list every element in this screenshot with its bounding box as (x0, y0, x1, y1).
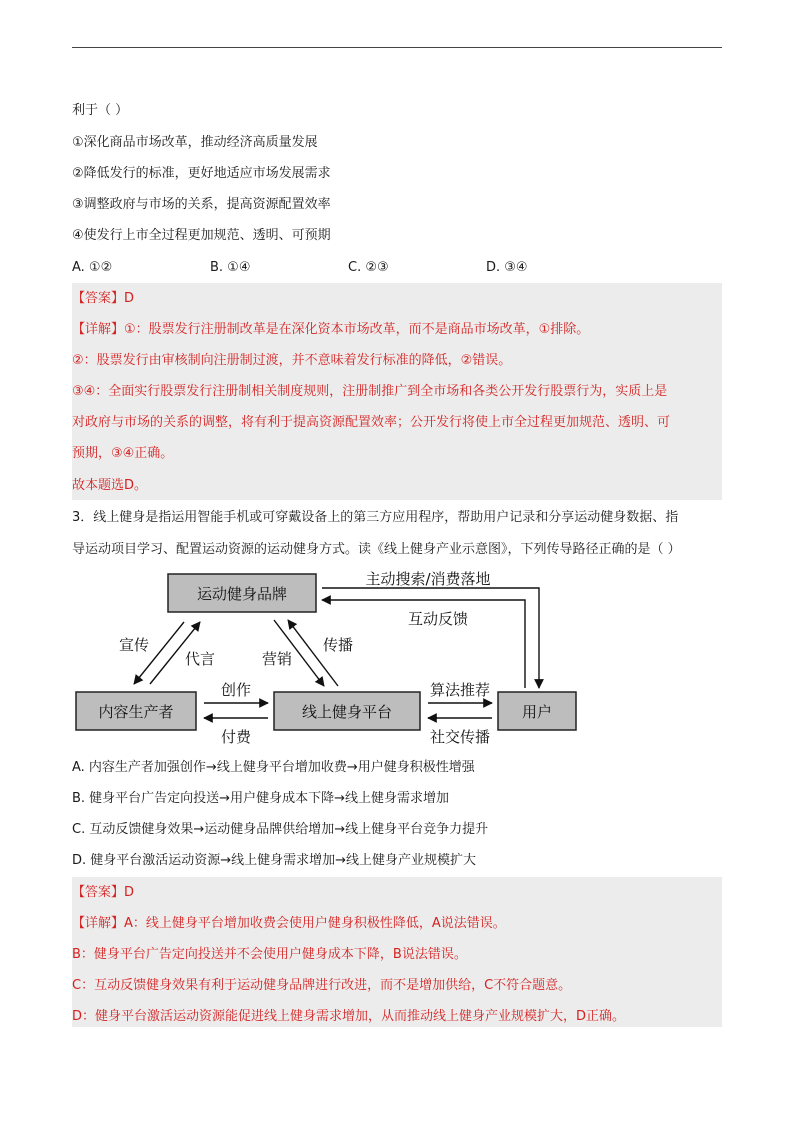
q3-detail-2: B：健身平台广告定向投送并不会使用户健身成本下降，B说法错误。 (72, 947, 467, 962)
search-arrow (322, 588, 539, 688)
q3-stem (72, 502, 722, 566)
platform-label: 线上健身平台 (301, 703, 393, 721)
option-c: C. ②③ (348, 260, 389, 275)
marketing-label: 营销 (261, 650, 293, 668)
detail-line-3: ③④：全面实行股票发行注册制相关制度规则，注册制推广到全市场和各类公开发行股票行为，实质上是 (72, 384, 668, 399)
statement-2: ②降低发行的标准，更好地适应市场发展需求 (72, 166, 331, 181)
endorse-label: 代言 (184, 650, 216, 668)
q3-options (72, 752, 722, 876)
publicity-label: 宣传 (118, 636, 150, 654)
brand-label: 运动健身品牌 (196, 585, 288, 603)
statement-1: ①深化商品市场改革，推动经济高质量发展 (72, 135, 318, 150)
q3-option-b: B. 健身平台广告定向投送→用户健身成本下降→线上健身需求增加 (72, 791, 449, 806)
q3-option-a: A. 内容生产者加强创作→线上健身平台增加收费→用户健身积极性增强 (72, 760, 475, 775)
statement-3: ③调整政府与市场的关系，提高资源配置效率 (72, 197, 331, 212)
detail-line-1: 【详解】①：股票发行注册制改革是在深化资本市场改革，而不是商品市场改革，①排除。 (72, 322, 590, 337)
q3-detail-4: D：健身平台激活运动资源能促进线上健身需求增加，从而推动线上健身产业规模扩大，D正确。 (72, 1009, 626, 1024)
q3-option-d: D. 健身平台激活运动资源→线上健身需求增加→线上健身产业规模扩大 (72, 853, 477, 868)
industry-diagram (72, 560, 592, 750)
option-a: A. ①② (72, 260, 113, 275)
algorithm-label: 算法推荐 (429, 681, 491, 699)
q3-detail-1: 【详解】A：线上健身平台增加收费会使用户健身积极性降低，A说法错误。 (72, 916, 506, 931)
spread-label: 传播 (322, 636, 354, 654)
answer-label: 【答案】D (72, 291, 135, 306)
q3-answer-block (72, 877, 722, 1032)
producer-label: 内容生产者 (98, 703, 174, 721)
option-d: D. ③④ (486, 260, 528, 275)
q3-detail-3: C：互动反馈健身效果有利于运动健身品牌进行改进，而不是增加供给，C不符合题意。 (72, 978, 572, 993)
statement-4: ④使发行上市全过程更加规范、透明、可预期 (72, 228, 331, 243)
q3-option-c: C. 互动反馈健身效果→运动健身品牌供给增加→线上健身平台竞争力提升 (72, 822, 489, 837)
question-stem-end: 利于（ ） (72, 103, 129, 118)
search-label: 主动搜索/消费落地 (365, 570, 491, 588)
social-label: 社交传播 (429, 728, 491, 746)
create-label: 创作 (220, 681, 252, 699)
feedback-label: 互动反馈 (407, 610, 469, 628)
q3-stem-line-1: 3．线上健身是指运用智能手机或可穿戴设备上的第三方应用程序，帮助用户记录和分享运动健身数据、指 (72, 510, 679, 525)
option-b: B. ①④ (210, 260, 251, 275)
detail-line-2: ②：股票发行由审核制向注册制过渡，并不意味着发行标准的降低，②错误。 (72, 353, 512, 368)
header-rule (72, 47, 722, 48)
detail-line-5: 预期，③④正确。 (72, 446, 174, 461)
q3-answer-label: 【答案】D (72, 885, 135, 900)
q3-stem-line-2: 导运动项目学习、配置运动资源的运动健身方式。读《线上健身产业示意图》，下列传导路径正确的是（ ） (72, 542, 681, 557)
user-label: 用户 (521, 703, 553, 721)
detail-line-4: 对政府与市场的关系的调整，将有利于提高资源配置效率；公开发行将使上市全过程更加规范、透明、可 (72, 415, 671, 430)
q2-answer-block (72, 283, 722, 469)
pay-label: 付费 (220, 728, 252, 746)
conclusion: 故本题选D。 (72, 478, 148, 493)
